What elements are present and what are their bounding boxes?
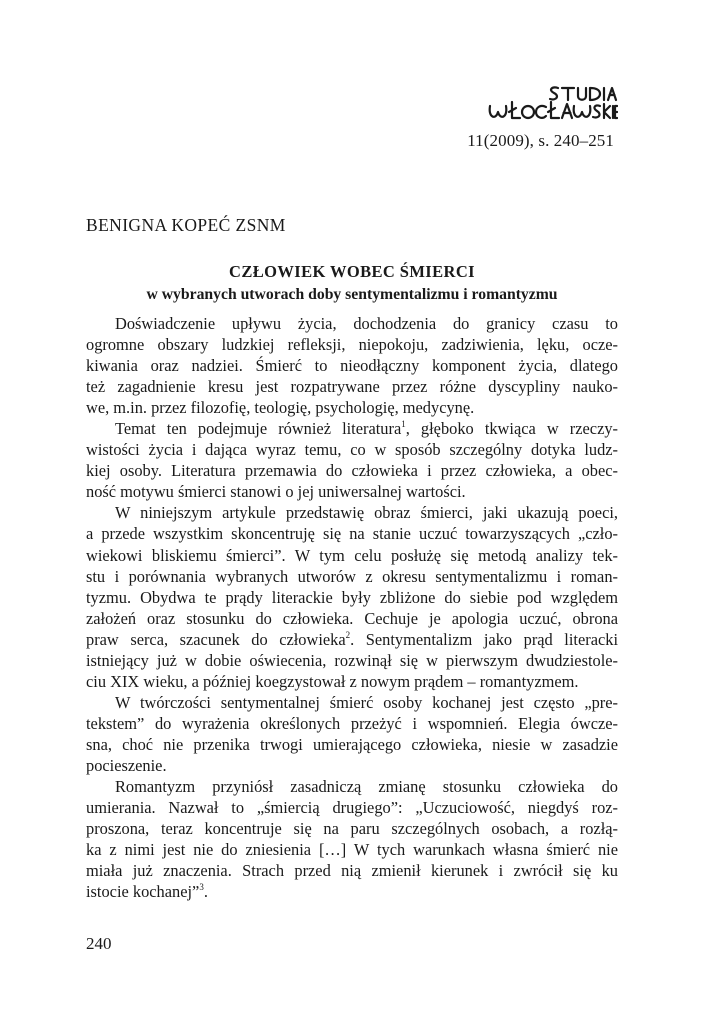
body-line: we, m.in. przez filozofię, teologię, psychologię, medycynę. [86,398,475,418]
body-line: kiwania oraz nadziei. Śmierć to nieodłączny komponent życia, dlatego [86,356,618,376]
body-line: Doświadczenie upływu życia, dochodzenia do granicy czasu to [115,314,618,333]
footnote-marker[interactable]: 2 [345,629,351,640]
page-number: 240 [86,934,112,953]
footnote-marker[interactable]: 1 [401,419,406,430]
body-line: ciu XIX wieku, a później koegzystował z nowym prądem – romantyzmem. [86,671,579,691]
body-line: istocie kochanej”$^3$. [86,882,208,902]
author-name: BENIGNA KOPEĆ ZSNM [86,215,286,235]
footnote-marker[interactable]: 3 [199,882,204,893]
body-line: ność motywu śmierci stanowi o jej uniwersalnej wartości. [86,482,466,502]
body-line: kiej osoby. Literatura przemawia do człowieka i przez człowieka, a obec- [86,461,618,481]
article-subtitle: w wybranych utworach doby sentymentalizmu i romantyzmu [146,286,558,303]
body-line: Romantyzm przyniósł zasadniczą zmianę stosunku człowieka do [115,777,618,797]
body-line: ogromne obszary ludzkiej refleksji, niepokoju, zadziwienia, lęku, ocze- [86,335,618,355]
body-line: pocieszenie. [86,755,167,775]
body-line: umierania. Nazwał to „śmiercią drugiego”: „Uczuciowość, niegdyś roz- [86,798,618,818]
studia-wloclawskie-logo [488,84,618,124]
body-line: W twórczości sentymentalnej śmierć osoby kochanej jest często „pre- [115,692,618,712]
body-line: miała już znaczenia. Strach przed nią zmienił kierunek i zwrócił się ku [86,861,618,881]
body-line: ka z nimi jest nie do zniesienia […] W tych warunkach własna śmierć nie [86,840,618,860]
article-body [86,313,618,902]
body-line: założeń oraz stosunku do człowieka. Cechuje je apologia uczuć, obrona [86,608,618,628]
body-line: wiekowi bliskiemu śmierci”. W tym celu posłużę się metodą analizy tek- [86,545,618,565]
journal-citation: 11(2009), s. 240–251 [467,131,614,150]
body-line: stu i porównania wybranych utworów z okresu sentymentalizmu i roman- [86,566,618,586]
body-line: proszona, teraz koncentruje się na paru szczególnych osobach, a rozłą- [86,819,618,839]
body-line: istniejący już w dobie oświecenia, rozwinął się w pierwszym dwudziestole- [86,650,618,670]
body-line: tekstem” do wyrażenia określonych przeżyć i wspomnień. Elegia ówcze- [86,713,618,733]
body-line: W niniejszym artykule przedstawię obraz śmierci, jaki ukazują poeci, [115,503,618,523]
body-line: Temat ten podejmuje również literatura$^1$, głęboko tkwiąca w rzeczy- [115,419,619,439]
body-line: a przede wszystkim skoncentruję się na stanie uczuć towarzyszących „czło- [86,524,618,544]
body-line: tyzmu. Obydwa te prądy literackie były zbliżone do siebie pod względem [86,587,618,607]
body-line: sna, choć nie przenika trwogi umierającego człowieka, niesie w zasadzie [86,734,618,754]
body-line: wistości życia i dająca wyraz temu, co w sposób szczególny dotyka ludz- [86,440,618,460]
body-line: też zagadnienie kresu jest rozpatrywane przez różne dyscypliny nauko- [86,377,618,397]
body-line: praw serca, szacunek do człowieka$^2$. Sentymentalizm jako prąd literacki [86,629,619,649]
article-title: CZŁOWIEK WOBEC ŚMIERCI [229,262,475,281]
